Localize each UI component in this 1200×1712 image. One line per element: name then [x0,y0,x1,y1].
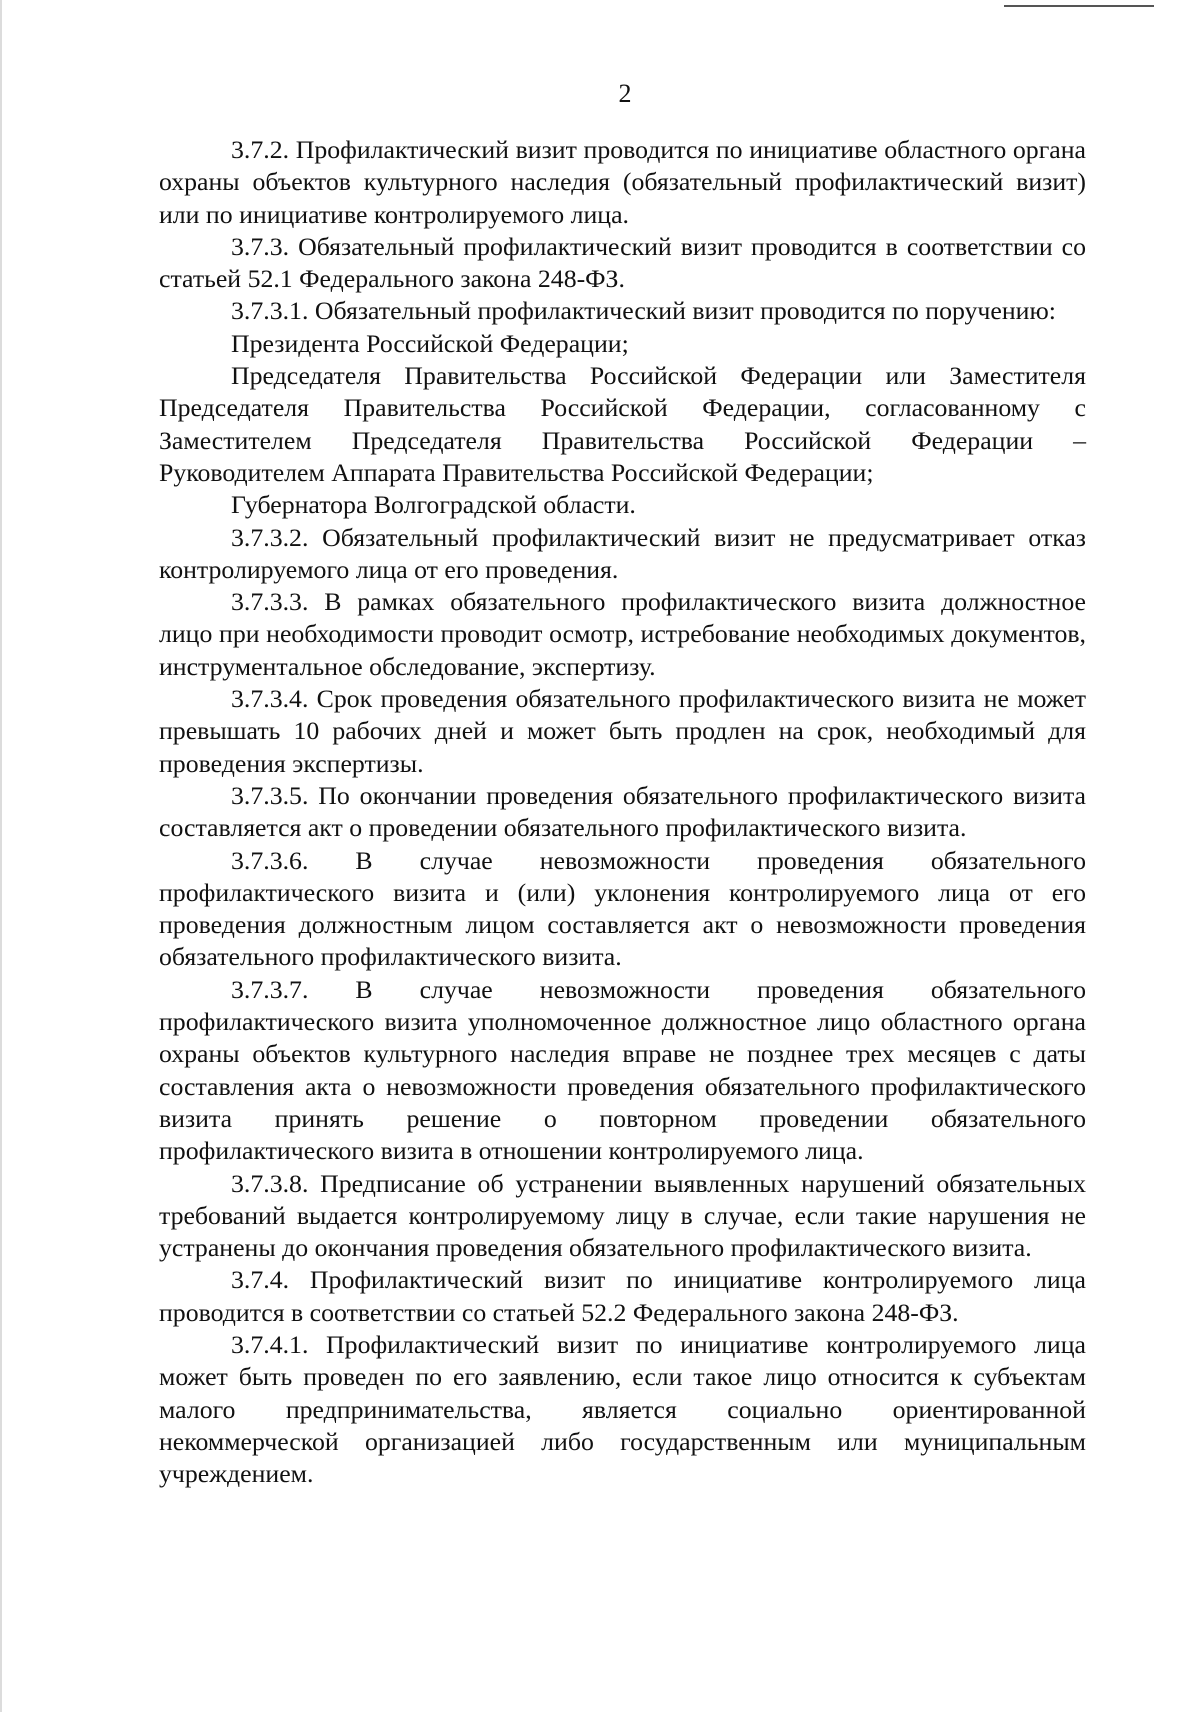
paragraph-3-7-3-1: 3.7.3.1. Обязательный профилактический визит проводится по поручению: [231,296,1056,326]
paragraph-3-7-3-6: 3.7.3.6. В случае невозможности проведения обязательного профилактического визита и (или) уклонения контролируемого лица от его проведения должностным лицом составляется акт о невозможности проведения обязательного профилактического визита. [159,845,1086,972]
paragraph-3-7-3-4: 3.7.3.4. Срок проведения обязательного профилактического визита не может превышать 10 рабочих дней и может быть продлен на срок, необходимый для проведения экспертизы. [159,684,1086,778]
paragraph-3-7-3-5: 3.7.3.5. По окончании проведения обязательного профилактического визита составляется акт о проведении обязательного профилактического визита. [159,780,1086,843]
paragraph-3-7-3-7: 3.7.3.7. В случае невозможности проведения обязательного профилактического визита уполномоченное должностное лицо областного органа охраны объектов культурного наследия вправе не позднее трех месяцев с даты составления акта о невозможности проведения обязательного профилактического визита принять решение о повторном проведении обязательного профилактического визита в отношении контролируемого лица. [159,974,1086,1166]
list-item-governor: Губернатора Волгоградской области. [231,490,636,520]
paragraph-3-7-3-3: 3.7.3.3. В рамках обязательного профилактического визита должностное лицо при необходимости проводит осмотр, истребование необходимых документов, инструментальное обследование, экспертизу. [159,587,1086,681]
list-item-government-chairman: Председателя Правительства Российской Федерации или Заместителя Председателя Правительства Российской Федерации, согласованному с Заместителем Председателя Правительства Российской Федерации – Руководителем Аппарата Правительства Российской Федерации; [159,361,1086,487]
paragraph-3-7-2: 3.7.2. Профилактический визит проводится по инициативе областного органа охраны объектов культурного наследия (обязательный профилактический визит) или по инициативе контролируемого лица. [159,135,1086,229]
list-item-president: Президента Российской Федерации; [231,328,629,358]
document-body [159,134,1086,1490]
paragraph-3-7-3-2: 3.7.3.2. Обязательный профилактический визит не предусматривает отказ контролируемого лица от его проведения. [159,522,1086,584]
scan-left-edge [0,0,2,1712]
paragraph-3-7-4: 3.7.4. Профилактический визит по инициативе контролируемого лица проводится в соответствии со статьей 52.2 Федерального закона 248-ФЗ. [159,1265,1086,1327]
paragraph-3-7-3-8: 3.7.3.8. Предписание об устранении выявленных нарушений обязательных требований выдается контролируемому лицу в случае, если такие нарушения не устранены до окончания проведения обязательного профилактического визита. [159,1168,1086,1263]
paragraph-3-7-4-1: 3.7.4.1. Профилактический визит по инициативе контролируемого лица может быть проведен по его заявлению, если такое лицо относится к субъектам малого предпринимательства, является социально ориентированной некоммерческой организацией либо государственным или муниципальным учреждением. [159,1329,1086,1489]
page-number: 2 [618,79,632,108]
top-edge-line [1004,5,1154,7]
paragraph-3-7-3: 3.7.3. Обязательный профилактический визит проводится в соответствии со статьей 52.1 Федерального закона 248-ФЗ. [159,231,1086,294]
